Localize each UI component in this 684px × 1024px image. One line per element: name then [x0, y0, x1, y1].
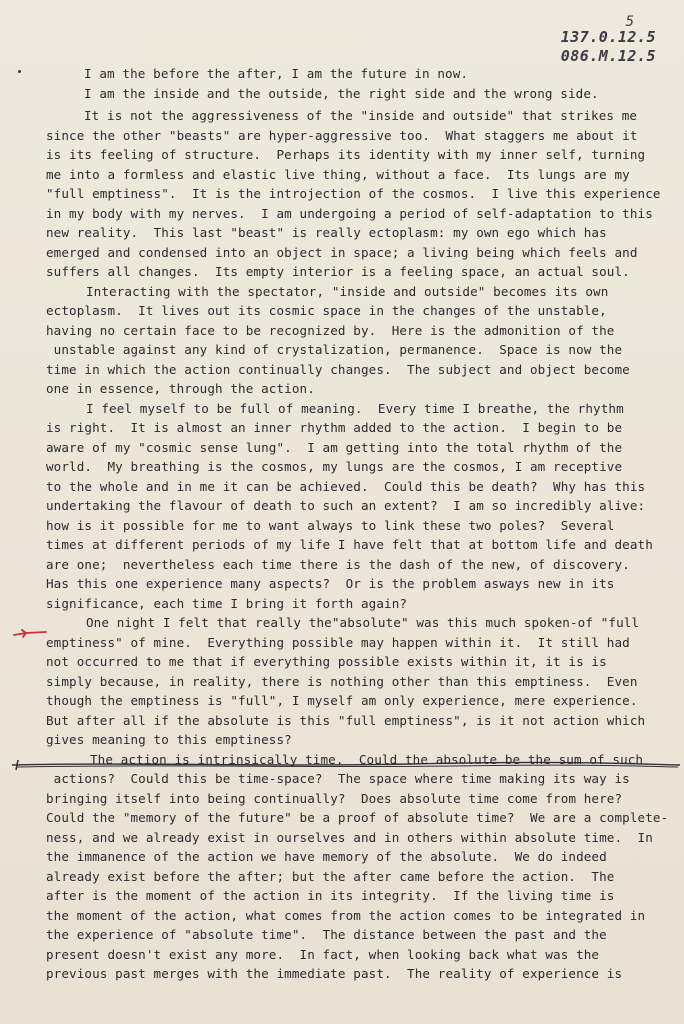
archive-ref-2: 086.M.12.5 — [560, 47, 656, 65]
text-line: to the whole and in me it can be achieved. Could this be death? Why has this — [46, 478, 646, 494]
text-line: already exist before the after; but the after came before the action. The — [46, 868, 615, 884]
text-line: world. My breathing is the cosmos, my lungs are the cosmos, I am receptive — [46, 459, 623, 474]
text-line: are one; nevertheless each time there is the dash of the new, of discovery. — [46, 556, 630, 572]
red-margin-mark-icon — [12, 628, 48, 640]
archive-reference — [561, 16, 656, 66]
text-line: present doesn't exist any more. In fact, when looking back what was the — [46, 946, 600, 962]
text-line: The action is intrinsically time. Could the absolute be the sum of such — [90, 751, 644, 767]
text-line: time in which the action continually changes. The subject and object become — [46, 361, 630, 377]
paper-speck — [18, 70, 21, 73]
text-line: ectoplasm. It lives out its cosmic space in the changes of the unstable, — [46, 303, 607, 318]
text-line: the immanence of the action we have memory of the absolute. We do indeed — [46, 849, 607, 864]
text-line: actions? Could this be time-space? The space where time making its way is — [46, 771, 630, 786]
text-line: aware of my "cosmic sense lung". I am getting into the total rhythm of the — [46, 439, 623, 455]
text-line: me into a formless and elastic live thing, without a face. Its lungs are my — [46, 166, 630, 182]
text-line: ness, and we already exist in ourselves and in others within absolute time. In — [46, 829, 653, 845]
typed-text — [46, 64, 678, 984]
text-line: I am the inside and the outside, the right side and the wrong side. — [84, 85, 599, 101]
text-line: One night I felt that really the"absolute" was this much spoken-of "full — [86, 615, 640, 630]
text-line: having no certain face to be recognized by. Here is the admonition of the — [46, 322, 615, 338]
archive-ref-1: 137.0.12.5 — [560, 28, 656, 46]
text-line: significance, each time I bring it forth again? — [46, 595, 408, 611]
text-line: emerged and condensed into an object in space; a living being which feels and — [46, 244, 638, 260]
text-line: Could the "memory of the future" be a proof of absolute time? We are a complete- — [46, 810, 669, 825]
text-line: how is it possible for me to want always to link these two poles? Several — [46, 517, 615, 533]
text-line: one in essence, through the action. — [46, 381, 315, 396]
text-line: is right. It is almost an inner rhythm added to the action. I begin to be — [46, 420, 623, 435]
text-line: But after all if the absolute is this "full emptiness", is it not action which — [46, 712, 646, 728]
text-line: emptiness" of mine. Everything possible may happen within it. It still had — [46, 634, 630, 650]
text-line: not occurred to me that if everything possible exists within it, it is is — [46, 654, 607, 669]
text-line: suffers all changes. Its empty interior is a feeling space, an actual soul. — [46, 264, 630, 279]
text-line: I am the before the after, I am the future in now. — [84, 66, 469, 81]
text-line: bringing itself into being continually? Does absolute time come from here? — [46, 790, 623, 806]
text-line: after is the moment of the action in its integrity. If the living time is — [46, 888, 615, 903]
text-line: undertaking the flavour of death to such an extent? I am so incredibly alive: — [46, 498, 646, 513]
text-line: the experience of "absolute time". The distance between the past and the — [46, 927, 607, 942]
text-line: unstable against any kind of crystalization, permanence. Space is now the — [46, 342, 623, 357]
text-line: previous past merges with the immediate past. The reality of experience is — [46, 966, 623, 981]
text-line: "full emptiness". It is the introjection of the cosmos. I live this experience — [46, 186, 661, 201]
text-line: Interacting with the spectator, "inside and outside" becomes its own — [86, 283, 609, 299]
text-line: It is not the aggressiveness of the "inside and outside" that strikes me — [84, 108, 638, 123]
page-number: 5 — [625, 14, 634, 30]
text-line: though the emptiness is "full", I myself am only experience, mere experience. — [46, 693, 638, 708]
text-line: times at different periods of my life I have felt that at bottom life and death — [46, 537, 653, 552]
text-line: the moment of the action, what comes from the action comes to be integrated in — [46, 907, 646, 923]
text-line: new reality. This last "beast" is really ectoplasm: my own ego which has — [46, 225, 607, 240]
text-line: Has this one experience many aspects? Or is the problem asways new in its — [46, 576, 615, 591]
text-line: gives meaning to this emptiness? — [46, 732, 292, 747]
text-line: simply because, in reality, there is nothing other than this emptiness. Even — [46, 673, 638, 689]
text-line: is its feeling of structure. Perhaps its identity with my inner self, turning — [46, 147, 646, 162]
text-line: I feel myself to be full of meaning. Every time I breathe, the rhythm — [86, 400, 624, 416]
text-line: since the other "beasts" are hyper-aggressive too. What staggers me about it — [46, 127, 638, 143]
text-line: in my body with my nerves. I am undergoing a period of self-adaptation to this — [46, 205, 653, 221]
